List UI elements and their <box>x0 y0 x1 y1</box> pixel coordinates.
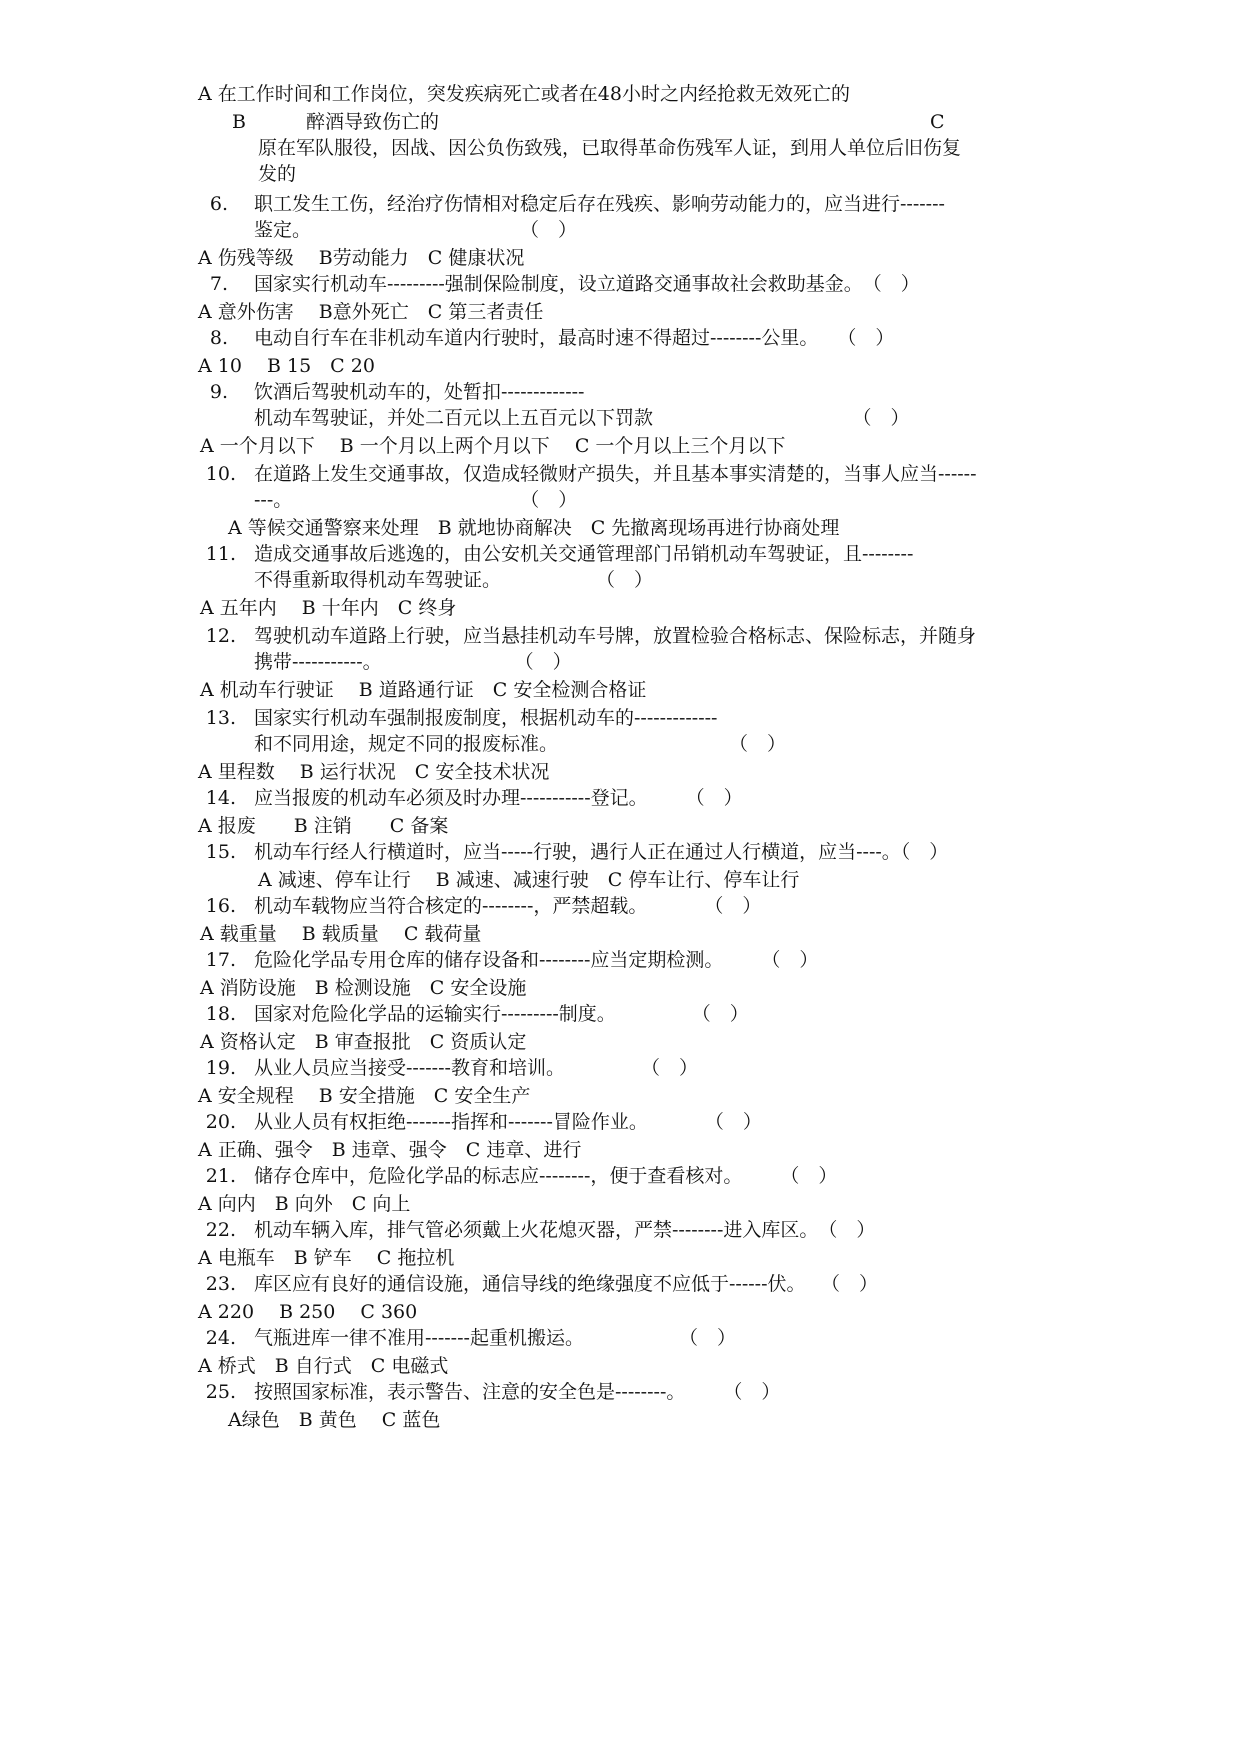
text-line-q14: 应当报废的机动车必须及时办理-----------登记。 （ ） <box>254 787 743 809</box>
text-line-q25: 按照国家标准，表示警告、注意的安全色是--------。 （ ） <box>254 1381 781 1403</box>
option-line-o7: A 意外伤害 B意外死亡 C 第三者责任 <box>198 301 544 323</box>
question-number-q19n: 19. <box>205 1057 236 1079</box>
question-number-q13n: 13. <box>205 707 236 729</box>
text-line-l02a: B <box>232 111 246 133</box>
option-line-o23: A 220 B 250 C 360 <box>198 1301 418 1323</box>
text-line-q6b: 鉴定。 （ ） <box>254 219 578 241</box>
text-line-q10a: 在道路上发生交通事故，仅造成轻微财产损失，并且基本事实清楚的，当事人应当------ <box>254 463 977 485</box>
text-line-q10b: ---。 （ ） <box>254 489 578 511</box>
text-line-l01: A 在工作时间和工作岗位，突发疾病死亡或者在48小时之内经抢救无效死亡的 <box>198 83 850 105</box>
question-number-q9n: 9. <box>209 381 228 403</box>
question-number-q7n: 7. <box>209 273 228 295</box>
text-line-l02c: C <box>930 111 945 133</box>
text-line-q11b: 不得重新取得机动车驾驶证。 （ ） <box>254 569 654 591</box>
text-line-q12a: 驾驶机动车道路上行驶，应当悬挂机动车号牌，放置检验合格标志、保险标志，并随身 <box>254 625 977 647</box>
question-number-q18n: 18. <box>205 1003 236 1025</box>
question-number-q25n: 25. <box>205 1381 236 1403</box>
text-line-l02b: 醉酒导致伤亡的 <box>306 111 440 133</box>
text-line-q19: 从业人员应当接受-------教育和培训。 （ ） <box>254 1057 698 1079</box>
option-line-o19: A 安全规程 B 安全措施 C 安全生产 <box>198 1085 531 1107</box>
question-number-q20n: 20. <box>205 1111 236 1133</box>
text-line-q6a: 职工发生工伤，经治疗伤情相对稳定后存在残疾、影响劳动能力的，应当进行------- <box>254 193 945 215</box>
question-number-q12n: 12. <box>205 625 236 647</box>
question-number-q16n: 16. <box>205 895 236 917</box>
question-number-q17n: 17. <box>205 949 236 971</box>
option-line-o8: A 10 B 15 C 20 <box>198 355 375 377</box>
option-line-o20: A 正确、强令 B 违章、强令 C 违章、进行 <box>198 1139 582 1161</box>
text-line-q15: 机动车行经人行横道时，应当-----行驶，遇行人正在通过人行横道，应当----。（ ） <box>254 841 949 863</box>
text-line-q7: 国家实行机动车---------强制保险制度，设立道路交通事故社会救助基金。 （ ） <box>254 273 920 295</box>
text-line-q20: 从业人员有权拒绝-------指挥和-------冒险作业。 （ ） <box>254 1111 762 1133</box>
text-line-q18: 国家对危险化学品的运输实行---------制度。 （ ） <box>254 1003 749 1025</box>
option-line-o16: A 载重量 B 载质量 C 载荷量 <box>200 923 482 945</box>
text-line-q9b: 机动车驾驶证，并处二百元以上五百元以下罚款 （ ） <box>254 407 910 429</box>
option-line-o9: A 一个月以下 B 一个月以上两个月以下 C 一个月以上三个月以下 <box>200 435 786 457</box>
text-line-q8: 电动自行车在非机动车道内行驶时，最高时速不得超过--------公里。 （ ） <box>254 327 895 349</box>
text-line-q22: 机动车辆入库，排气管必须戴上火花熄灭器，严禁--------进入库区。 （ ） <box>254 1219 876 1241</box>
question-number-q6n: 6. <box>209 193 228 215</box>
option-line-o25: A绿色 B 黄色 C 蓝色 <box>228 1409 441 1431</box>
question-number-q24n: 24. <box>205 1327 236 1349</box>
question-number-q8n: 8. <box>209 327 228 349</box>
text-line-q13b: 和不同用途，规定不同的报废标准。 （ ） <box>254 733 787 755</box>
text-line-q23: 库区应有良好的通信设施，通信导线的绝缘强度不应低于------伏。 （ ） <box>254 1273 879 1295</box>
option-line-o17: A 消防设施 B 检测设施 C 安全设施 <box>200 977 527 999</box>
option-line-o12: A 机动车行驶证 B 道路通行证 C 安全检测合格证 <box>200 679 647 701</box>
text-line-q12b: 携带-----------。 （ ） <box>254 651 572 673</box>
text-line-l03: 原在军队服役，因战、因公负伤致残，已取得革命伤残军人证，到用人单位后旧伤复 <box>258 137 962 159</box>
option-line-o15: A 减速、停车让行 B 减速、减速行驶 C 停车让行、停车让行 <box>258 869 800 891</box>
option-line-o13: A 里程数 B 运行状况 C 安全技术状况 <box>198 761 550 783</box>
question-number-q23n: 23. <box>205 1273 236 1295</box>
text-line-q9a: 饮酒后驾驶机动车的，处暂扣------------- <box>254 381 585 403</box>
text-line-q17: 危险化学品专用仓库的储存设备和--------应当定期检测。 （ ） <box>254 949 819 971</box>
question-number-q15n: 15. <box>205 841 236 863</box>
option-line-o10: A 等候交通警察来处理 B 就地协商解决 C 先撤离现场再进行协商处理 <box>228 517 840 539</box>
option-line-o14: A 报废 B 注销 C 备案 <box>198 815 449 837</box>
text-line-l04: 发的 <box>258 163 297 185</box>
text-line-q13a: 国家实行机动车强制报废制度，根据机动车的------------- <box>254 707 718 729</box>
option-line-o6: A 伤残等级 B劳动能力 C 健康状况 <box>198 247 525 269</box>
option-line-o24: A 桥式 B 自行式 C 电磁式 <box>198 1355 449 1377</box>
question-number-q21n: 21. <box>205 1165 236 1187</box>
question-number-q11n: 11. <box>205 543 236 565</box>
question-number-q22n: 22. <box>205 1219 236 1241</box>
question-number-q10n: 10. <box>205 463 236 485</box>
text-line-q16: 机动车载物应当符合核定的--------，严禁超载。 （ ） <box>254 895 762 917</box>
text-line-q11a: 造成交通事故后逃逸的，由公安机关交通管理部门吊销机动车驾驶证，且-------- <box>254 543 914 565</box>
option-line-o18: A 资格认定 B 审查报批 C 资质认定 <box>200 1031 527 1053</box>
text-line-q24: 气瓶进库一律不准用-------起重机搬运。 （ ） <box>254 1327 736 1349</box>
question-number-q14n: 14. <box>205 787 236 809</box>
option-line-o21: A 向内 B 向外 C 向上 <box>198 1193 411 1215</box>
option-line-o22: A 电瓶车 B 铲车 C 拖拉机 <box>198 1247 455 1269</box>
text-line-q21: 储存仓库中，危险化学品的标志应--------，便于查看核对。 （ ） <box>254 1165 838 1187</box>
option-line-o11: A 五年内 B 十年内 C 终身 <box>200 597 457 619</box>
